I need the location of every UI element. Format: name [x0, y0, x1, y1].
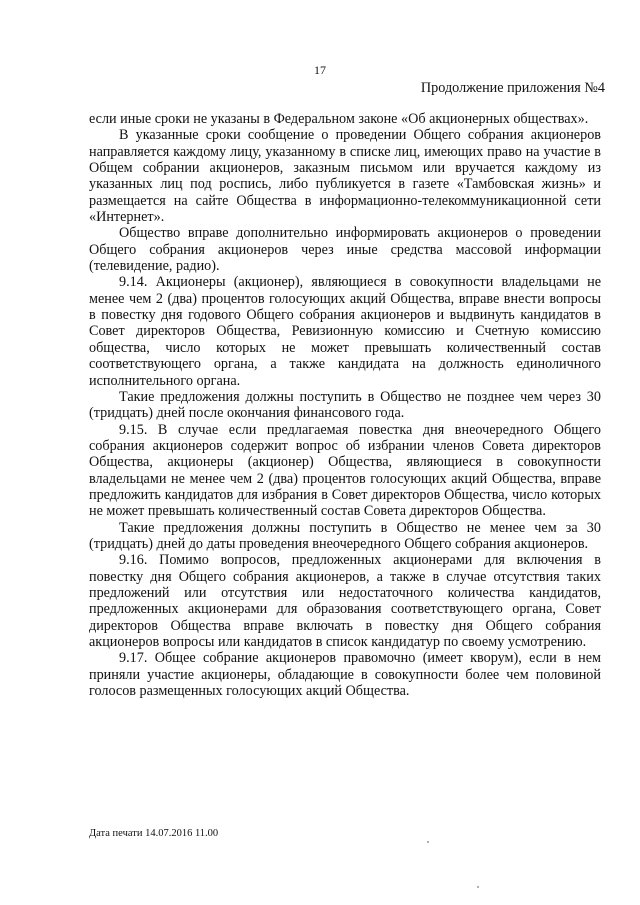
- appendix-header: Продолжение приложения №4: [420, 80, 605, 96]
- paragraph-9-16: 9.16. Помимо вопросов, предложенных акционерами для включения в повестку дня Общего собрания акционеров, а также в случае отсутствия таких предложений или отсутствия или недостаточного количества кандидатов, предложенных акционерами для образования соответствующего органа, Совет директоров Общества вправе включать в повестку дня Общего собрания акционеров вопросы или кандидатов в список кандидатур по своему усмотрению.: [89, 552, 601, 650]
- paragraph-9-17: 9.17. Общее собрание акционеров правомочно (имеет кворум), если в нем приняли участие акционеры, обладающие в совокупности более чем половиной голосов размещенных голосующих акций Общества.: [89, 650, 601, 700]
- document-body: [89, 111, 601, 699]
- paragraph-notice-delivery: В указанные сроки сообщение о проведении Общего собрания акционеров направляется каждому лицу, указанному в списке лиц, имеющих право на участие в Общем собрании акционеров, заказным письмом или вручается каждому из указанных лиц под роспись, либо публикуется в газете «Тамбовская жизнь» и размещается на сайте Общества в информационно-телекоммуникационной сети «Интернет».: [89, 127, 601, 226]
- paragraph-additional-media: Общество вправе дополнительно информировать акционеров о проведении Общего собрания акционеров через иные средства массовой информации (телевидение, радио).: [89, 225, 601, 275]
- paragraph-9-15-deadline: Такие предложения должны поступить в Общество не менее чем за 30 (тридцать) дней до даты проведения внеочередного Общего собрания акционеров.: [89, 519, 601, 552]
- paragraph-9-15: 9.15. В случае если предлагаемая повестка дня внеочередного Общего собрания акционеров содержит вопрос об избрании членов Совета директоров Общества, акционеры (акционер) Общества, являющиеся в совокупности владельцами не менее чем 2 (два) процентов голосующих акций Общества, вправе предложить кандидатов для избрания в Совет директоров Общества, число которых не может превышать количественный состав Совета директоров Общества.: [89, 421, 601, 520]
- paragraph-9-14: 9.14. Акционеры (акционер), являющиеся в совокупности владельцами не менее чем 2 (два) процентов голосующих акций Общества, вправе внести вопросы в повестку дня годового Общего собрания акционеров и выдвинуть кандидатов в Совет директоров Общества, Ревизионную комиссию и Счетную комиссию общества, число которых не может превышать количественный состав соответствующего органа, а также кандидата на должность единоличного исполнительного органа.: [89, 274, 601, 389]
- page-number: 17: [314, 63, 326, 77]
- paragraph-continuation: если иные сроки не указаны в Федеральном законе «Об акционерных обществах».: [89, 111, 589, 127]
- paragraph-9-14-deadline: Такие предложения должны поступить в Общество не позднее чем через 30 (тридцать) дней после окончания финансового года.: [89, 388, 601, 422]
- scan-speck: [477, 886, 479, 888]
- scan-speck: [427, 841, 429, 843]
- print-date: Дата печати 14.07.2016 11.00: [89, 828, 219, 839]
